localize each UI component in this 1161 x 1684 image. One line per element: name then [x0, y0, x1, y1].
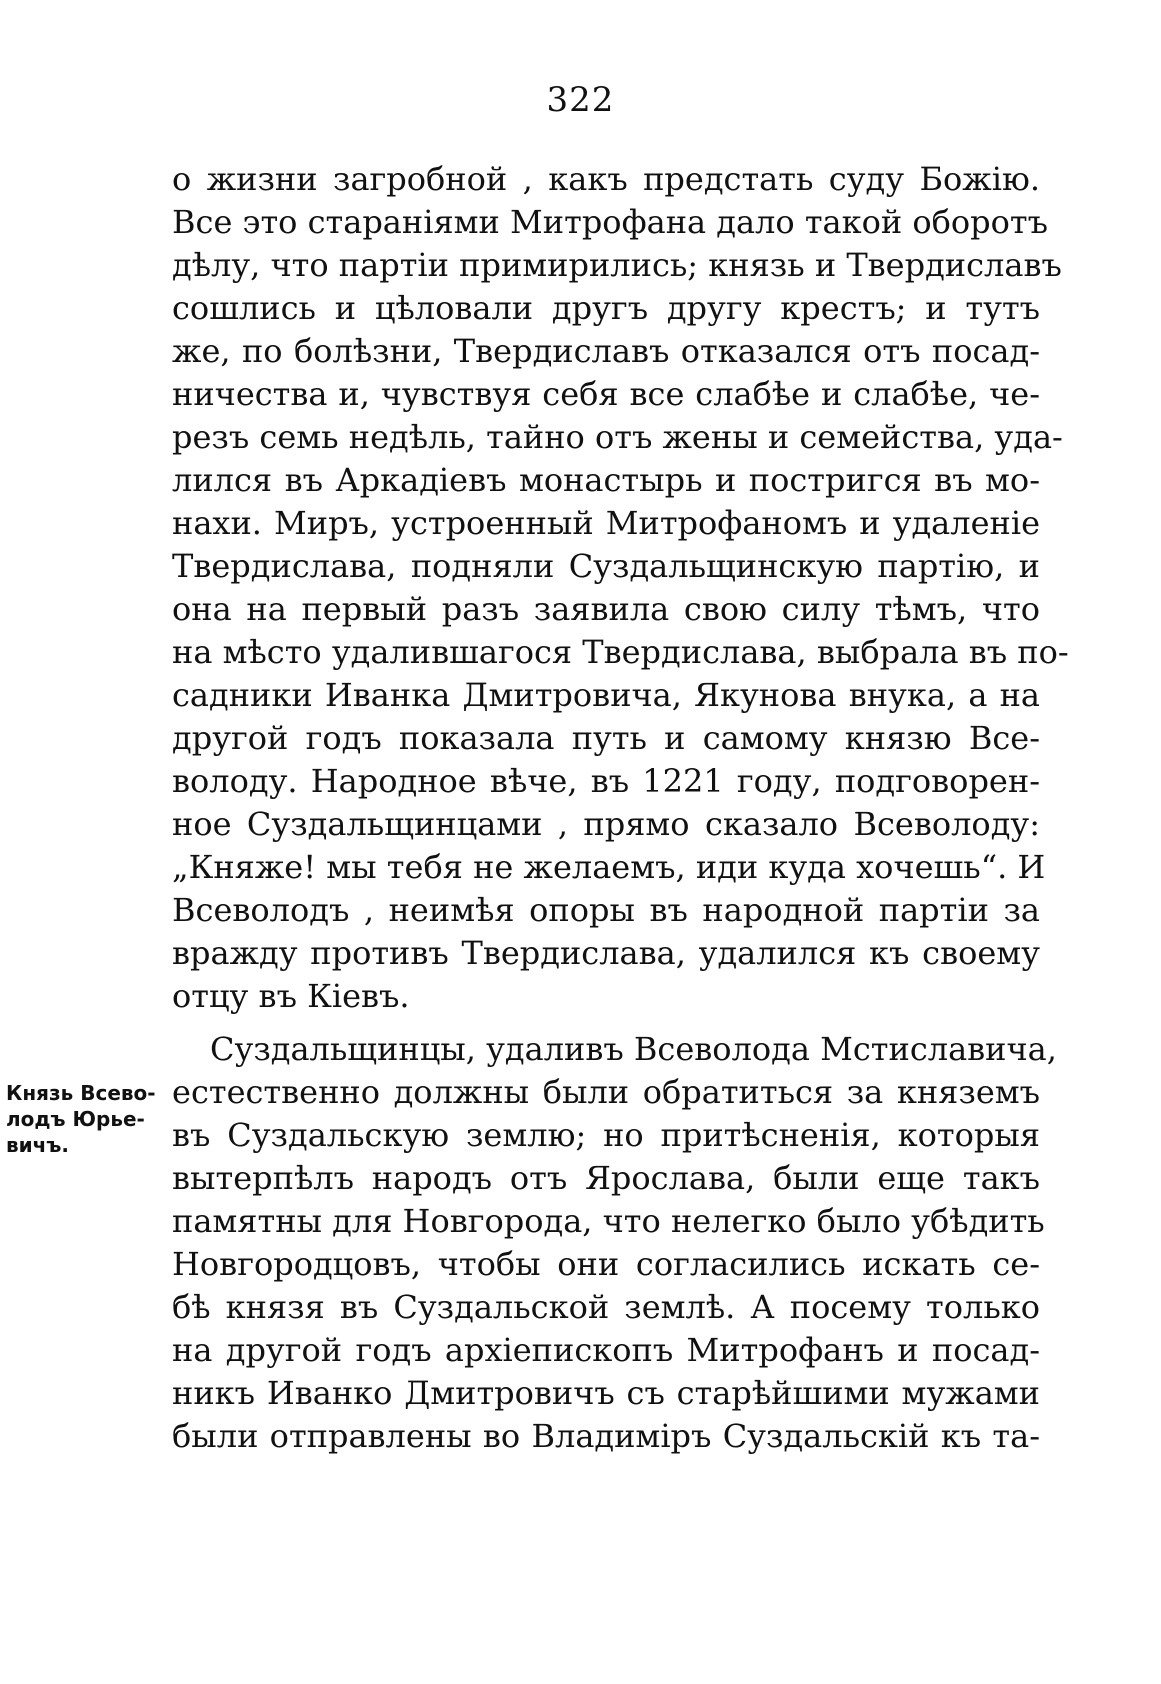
text-line: бѣ князя въ Суздальской землѣ. А посему только: [172, 1288, 1040, 1326]
text-line: садники Иванка Дмитровича, Якунова внука, а на: [172, 676, 1040, 714]
margin-note-line: лодъ Юрье-: [6, 1107, 145, 1131]
text-line: о жизни загробной , какъ предстать суду Божію.: [172, 160, 1040, 198]
text-line: она на первый разъ заявила свою силу тѣмъ, что: [172, 590, 1040, 628]
text-line: „Княже! мы тебя не желаемъ, иди куда хочешь“. И: [172, 848, 1046, 886]
text-line: вытерпѣлъ народъ отъ Ярослава, были еще такъ: [172, 1159, 1040, 1197]
text-line: на другой годъ архіепископъ Митрофанъ и посад-: [172, 1331, 1040, 1369]
text-line: володу. Народное вѣче, въ 1221 году, подговорен-: [172, 762, 1040, 800]
page-number: 322: [546, 80, 615, 120]
text-line: ное Суздальщинцами , прямо сказало Всеволоду:: [172, 805, 1040, 843]
text-line: Суздальщинцы, удаливъ Всеволода Мстиславича,: [210, 1030, 1057, 1068]
text-line: на мѣсто удалившагося Твердислава, выбрала въ по-: [172, 633, 1069, 671]
text-line: лился въ Аркадіевъ монастырь и постригся въ мо-: [172, 461, 1040, 499]
text-line: же, по болѣзни, Твердиславъ отказался отъ посад-: [172, 332, 1040, 370]
margin-note-line: вичъ.: [6, 1133, 70, 1157]
text-line: Новгородцовъ, чтобы они согласились искать се-: [172, 1245, 1040, 1283]
text-line: сошлись и цѣловали другъ другу крестъ; и тутъ: [172, 289, 1040, 327]
text-line: Твердислава, подняли Суздальщинскую партію, и: [172, 547, 1040, 585]
text-line: дѣлу, что партіи примирились; князь и Твердиславъ: [172, 246, 1062, 284]
text-line: памятны для Новгорода, что нелегко было убѣдить: [172, 1202, 1045, 1240]
text-line: ничества и, чувствуя себя все слабѣе и слабѣе, че-: [172, 375, 1040, 413]
text-line: Всеволодъ , неимѣя опоры въ народной партіи за: [172, 891, 1040, 929]
text-line: нахи. Миръ, устроенный Митрофаномъ и удаленіе: [172, 504, 1040, 542]
text-line: естественно должны были обратиться за княземъ: [172, 1073, 1040, 1111]
text-line: въ Суздальскую землю; но притѣсненія, которыя: [172, 1116, 1040, 1154]
text-line: другой годъ показала путь и самому князю Все-: [172, 719, 1040, 757]
text-line: вражду противъ Твердислава, удалился къ своему: [172, 934, 1040, 972]
text-line: Все это стараніями Митрофана дало такой оборотъ: [172, 203, 1048, 241]
text-line: были отправлены во Владиміръ Суздальскій къ та-: [172, 1417, 1040, 1455]
text-line: отцу въ Кіевъ.: [172, 977, 410, 1015]
text-line: резъ семь недѣль, тайно отъ жены и семейства, уда-: [172, 418, 1063, 456]
margin-note: [6, 1080, 166, 1158]
margin-note-line: Князь Всево-: [6, 1081, 156, 1105]
text-line: никъ Иванко Дмитровичъ съ старѣйшими мужами: [172, 1374, 1040, 1412]
